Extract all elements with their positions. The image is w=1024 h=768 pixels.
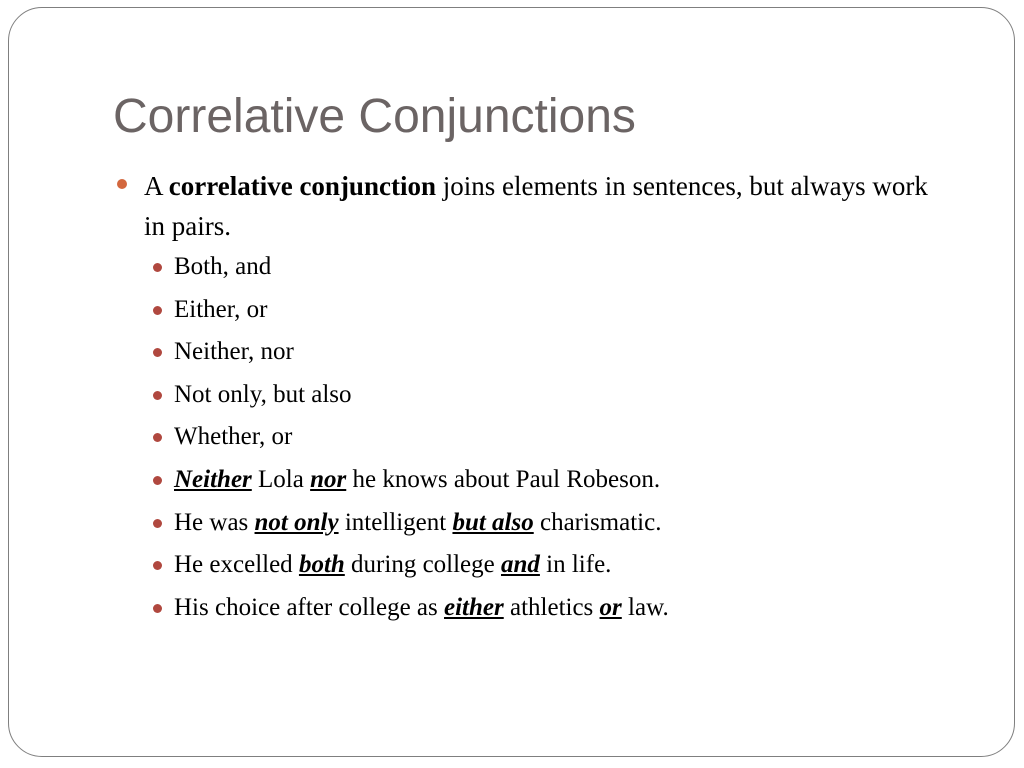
example-start: His choice after college as <box>174 593 445 621</box>
example-end: law. <box>621 593 669 621</box>
list-item-pair <box>115 337 945 380</box>
list-item-example <box>115 465 945 508</box>
slide-body <box>115 166 945 635</box>
list-item-example <box>115 593 945 636</box>
example-middle: intelligent <box>338 508 453 536</box>
list-item-example <box>115 550 945 593</box>
example-middle: during college <box>344 551 501 579</box>
list-item-example <box>115 508 945 551</box>
bullet-dot-icon <box>153 604 162 613</box>
pair-text: Whether, or <box>174 423 293 451</box>
bullet-dot-icon <box>153 348 162 357</box>
slide-title: Correlative Conjunctions <box>113 90 636 143</box>
bullet-dot-icon <box>153 476 162 485</box>
list-item-pair <box>115 422 945 465</box>
conjunction-second: and <box>501 551 540 579</box>
intro-paragraph <box>115 166 945 246</box>
intro-suffix: joins elements in sentences, but always work in pairs. <box>144 171 928 241</box>
list-item-pair <box>115 295 945 338</box>
conjunction-first: either <box>444 593 504 621</box>
example-end: in life. <box>539 551 612 579</box>
list-item-pair <box>115 252 945 295</box>
example-start: He excelled <box>174 551 299 579</box>
conjunction-second: but also <box>452 508 534 536</box>
bullet-dot-icon <box>153 433 162 442</box>
conjunction-first: Neither <box>174 465 252 493</box>
bullet-dot-icon <box>117 179 127 189</box>
bullet-dot-icon <box>153 263 162 272</box>
example-start: He was <box>174 508 255 536</box>
pair-text: Neither, nor <box>174 338 294 366</box>
conjunction-first: both <box>298 551 345 579</box>
bullet-dot-icon <box>153 561 162 570</box>
conjunction-second: nor <box>310 465 347 493</box>
bullet-list <box>115 252 945 635</box>
pair-text: Not only, but also <box>174 380 352 408</box>
intro-term: correlative conjunction <box>168 171 436 201</box>
example-end: he knows about Paul Robeson. <box>346 465 661 493</box>
conjunction-first: not only <box>254 508 339 536</box>
example-middle: Lola <box>251 465 311 493</box>
pair-text: Both, and <box>174 253 272 280</box>
pair-text: Either, or <box>174 295 268 323</box>
bullet-dot-icon <box>153 306 162 315</box>
conjunction-second: or <box>599 593 622 621</box>
example-middle: athletics <box>503 593 600 621</box>
example-end: charismatic. <box>533 508 662 536</box>
intro-prefix: A <box>144 171 169 201</box>
list-item-pair <box>115 380 945 423</box>
bullet-dot-icon <box>153 391 162 400</box>
bullet-dot-icon <box>153 519 162 528</box>
